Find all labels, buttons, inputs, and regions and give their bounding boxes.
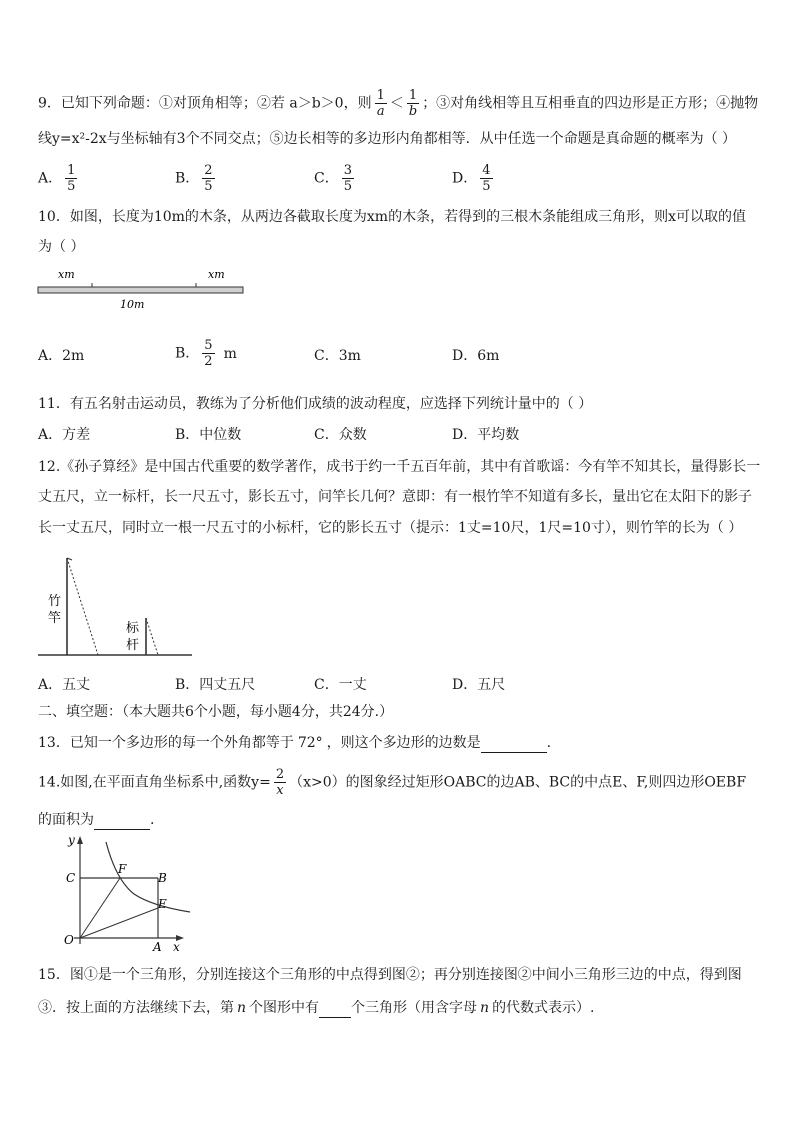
q14-answer-blank[interactable] [94, 811, 150, 830]
section-2-heading: 二、填空题：（本大题共6个小题，每小题4分，共24分.） [38, 704, 394, 720]
q10-option-b-fraction: $\frac{5}{2}$ [204, 338, 213, 369]
q14-label-f: F [118, 862, 127, 876]
q9-option-b[interactable]: B． $\frac{2}{5}$ [175, 163, 213, 194]
q9-option-c[interactable]: C． $\frac{3}{5}$ [314, 163, 352, 194]
q15-var-n-2: n [480, 1000, 490, 1016]
q14-coordinate-figure [60, 834, 196, 954]
q14-label-a: A [153, 940, 162, 954]
q9-option-a[interactable]: A． $\frac{1}{5}$ [38, 163, 76, 194]
q12-line2: 丈五尺，立一标杆，长一尺五寸，影长五寸，问竿长几何？意即：有一根竹竿不知道有多长，量出它在太阳下的影子 [38, 489, 752, 505]
q9-option-d-fraction: $\frac{4}{5}$ [482, 163, 491, 194]
q14-label-x: x [173, 940, 180, 954]
q14-label-c: C [66, 871, 76, 885]
q12-label-gan2: 杆 [126, 638, 140, 653]
q10-line2: 为（ ） [38, 239, 85, 255]
q14-segment-oe [80, 908, 158, 938]
q14-line1: 14.如图,在平面直角坐标系中,函数y= $\frac{2}{x}$ （x>0）的图象经过矩形OABC的边AB、BC的中点E、F,则四边形OEBF [38, 767, 747, 798]
q13-angle: 72° [297, 735, 323, 751]
q12-option-b[interactable]: B．四丈五尺 [175, 677, 256, 693]
q14-function-fraction: $\frac{2}{x}$ [275, 767, 285, 798]
q9-option-c-fraction: $\frac{3}{5}$ [343, 163, 352, 194]
q15-answer-blank[interactable] [319, 999, 351, 1018]
q9-fraction-1: $\frac{1}{a}$ [376, 88, 385, 119]
q10-left-length-label: xm [58, 268, 75, 281]
q9-fraction-2: $\frac{1}{b}$ [408, 88, 418, 119]
q12-label-gan: 竿 [48, 611, 62, 626]
q10-option-b[interactable]: B． $\frac{5}{2}$ m [175, 338, 237, 369]
q12-option-a[interactable]: A．五丈 [38, 677, 91, 693]
q10-wood-strip-figure [30, 262, 255, 314]
q9-option-b-fraction: $\frac{2}{5}$ [204, 163, 213, 194]
q10-wood-strip [38, 287, 243, 293]
q12-line3: 长一丈五尺，同时立一根一尺五寸的小标杆，它的影长五寸（提示：1丈=10尺，1尺=10寸），则竹竿的长为（ ） [38, 520, 743, 536]
q12-bamboo-shadow-ray [67, 558, 98, 655]
q12-label-biao: 标 [126, 621, 140, 636]
q10-option-a[interactable]: A．2m [38, 348, 85, 364]
q14-line2: 的面积为 . [38, 812, 155, 828]
q11-line1: 11．有五名射击运动员，教练为了分析他们成绩的波动程度，应选择下列统计量中的（ ） [38, 396, 593, 412]
q12-bamboo-shadow-figure [38, 552, 198, 660]
q9-less-than: ＜ [389, 95, 404, 112]
q10-total-length-label: 10m [120, 298, 145, 311]
q12-line1: 12.《孙子算经》是中国古代重要的数学著作，成书于约一千五百年前，其中有首歌谣：今有竿不知其长，量得影长一 [38, 459, 761, 475]
q9-option-a-fraction: $\frac{1}{5}$ [67, 163, 76, 194]
q12-small-pole-shadow-ray [146, 618, 158, 655]
q10-option-c[interactable]: C．3m [314, 348, 361, 364]
q10-right-length-label: xm [208, 268, 225, 281]
q11-option-c[interactable]: C．众数 [314, 427, 367, 443]
q14-segment-of [80, 878, 120, 938]
q15-line1: 15．图①是一个三角形，分别连接这个三角形的中点得到图②；再分别连接图②中间小三角形三边的中点，得到图 [38, 967, 742, 983]
q14-hyperbola-curve [106, 842, 190, 912]
q14-label-b: B [158, 871, 167, 885]
q12-option-d[interactable]: D．五尺 [452, 677, 506, 693]
q9-line2: 线y=x²-2x与坐标轴有3个不同交点；⑤边长相等的多边形内角都相等．从中任选一个命题是真命题的概率为（ ） [38, 131, 737, 147]
q15-line2: ③．按上面的方法继续下去，第 n 个图形中有 个三角形（用含字母 n 的代数式表示）. [38, 1000, 595, 1016]
q15-var-n-1: n [237, 1000, 247, 1016]
q14-label-y: y [68, 834, 75, 847]
q9-text-a: 9．已知下列命题：①对顶角相等；②若 a＞b＞0，则 [38, 95, 372, 112]
q13-line1: 13．已知一个多边形的每一个外角都等于 72° ，则这个多边形的边数是 . [38, 735, 552, 751]
q9-text-b: ；③对角线相等且互相垂直的四边形是正方形；④抛物 [422, 95, 759, 112]
q10-line1: 10．如图，长度为10m的木条，从两边各截取长度为xm的木条，若得到的三根木条能组成三角形，则x可以取的值 [38, 209, 746, 225]
q11-option-d[interactable]: D．平均数 [452, 427, 520, 443]
q11-option-b[interactable]: B．中位数 [175, 427, 242, 443]
q11-option-a[interactable]: A．方差 [38, 427, 91, 443]
q9-line1 [38, 88, 758, 119]
q12-label-zhu: 竹 [48, 594, 62, 609]
q14-label-o: O [64, 933, 74, 947]
q12-option-c[interactable]: C．一丈 [314, 677, 367, 693]
q9-option-d[interactable]: D． $\frac{4}{5}$ [452, 163, 491, 194]
q14-label-e: E [158, 897, 167, 911]
q14-y-axis-arrow [77, 836, 83, 844]
q10-option-d[interactable]: D．6m [452, 348, 500, 364]
q13-answer-blank[interactable] [481, 734, 547, 753]
